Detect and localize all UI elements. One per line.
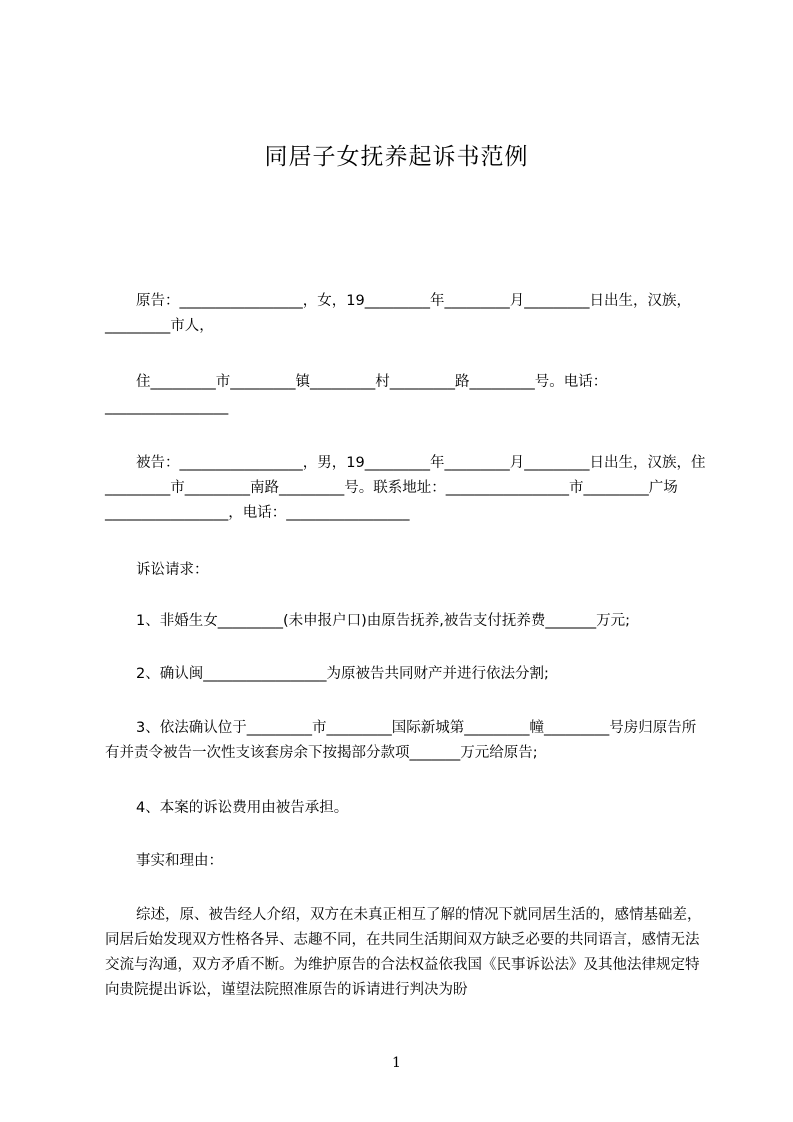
- facts-heading: 事实和理由：: [136, 853, 223, 869]
- page-number: 1: [392, 1055, 401, 1071]
- facts-paragraph: 综述，原、被告经人介绍，双方在未真正相互了解的情况下就同居生活的，感情基础差，同居后始发现双方性格各异、志趣不同，在共同生活期间双方缺乏必要的共同语言，感情无法交流与沟通，双方矛盾不断。为维护原告的合法权益依我国《民事诉讼法》及其他法律规定特向贵院提出诉讼，谨望法院照准原告的诉请进行判决为盼: [105, 907, 702, 998]
- claim-1: 1、非婚生女_________(未申报户口)由原告抚养,被告支付抚养费_______万元;: [136, 613, 631, 629]
- claim-4: 4、本案的诉讼费用由被告承担。: [136, 800, 349, 816]
- plaintiff-address-paragraph: 住_________市_________镇_________村_________路_________号。电话：_________________: [105, 374, 608, 415]
- document-title: 同居子女抚养起诉书范例: [264, 144, 529, 170]
- claims-heading: 诉讼请求：: [136, 562, 209, 578]
- claim-2: 2、确认闽_________________为原被告共同财产并进行依法分割;: [136, 666, 549, 682]
- defendant-paragraph: 被告：_________________，男，19_________年_________月_________日出生，汉族，住_________市_________南路_________号。联系地址：_________________市_________广场_________________，电话：_________________: [105, 455, 706, 521]
- plaintiff-paragraph: 原告：_________________，女，19_________年_________月_________日出生，汉族，_________市人，: [105, 293, 691, 334]
- claim-3: 3、依法确认位于_________市_________国际新城第_________幢_________号房归原告所有并责令被告一次性支该套房余下按揭部分款项_______万元给原告;: [105, 720, 697, 761]
